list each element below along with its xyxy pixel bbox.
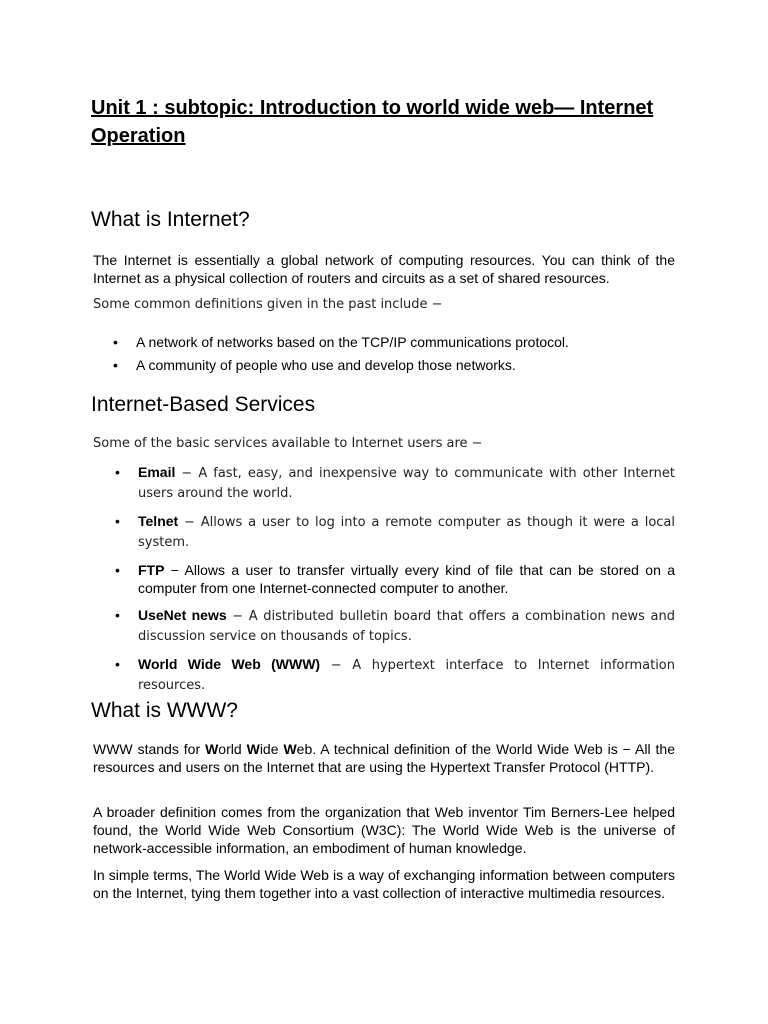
- service-item-email: [93, 463, 675, 503]
- service-desc: − A fast, easy, and inexpensive way to communicate with other Internet users around the world.: [138, 466, 675, 501]
- services-intro: Some of the basic services available to Internet users are −: [93, 436, 483, 451]
- service-term: Email: [138, 464, 176, 480]
- list-item: • A network of networks based on the TCP/IP communications protocol.: [93, 333, 675, 351]
- www-paragraph-2: A broader definition comes from the organization that Web inventor Tim Berners-Lee helped found, the World Wide Web Consortium (W3C): The World Wide Web is the universe of network-accessible information, an embodiment of human knowledge.: [93, 804, 675, 856]
- service-item-usenet: [93, 606, 675, 646]
- text-run: eb. A technical definition of the World Wide Web is − All the resources and users on the Internet that are using the Hypertext Transfer Protocol (HTTP).: [93, 741, 676, 775]
- service-term: FTP: [138, 562, 165, 578]
- www-paragraph-1: [93, 740, 675, 776]
- service-desc: − Allows a user to log into a remote computer as though it were a local system.: [138, 515, 675, 550]
- www-paragraph-3: In simple terms, The World Wide Web is a way of exchanging information between computers on the Internet, tying them together into a vast collection of interactive multimedia resources.: [93, 867, 675, 901]
- text-run-bold: W: [205, 741, 219, 757]
- services-list: [93, 463, 675, 704]
- service-term: Telnet: [138, 513, 179, 529]
- text-run: ide: [259, 741, 284, 757]
- service-desc: − A distributed bulletin board that offers a combination news and discussion service on thousands of topics.: [138, 609, 675, 644]
- document-title: Unit 1 : subtopic: Introduction to world wide web— Internet Operation: [91, 97, 654, 147]
- definitions-intro: Some common definitions given in the past include −: [93, 297, 443, 312]
- service-item-telnet: [93, 512, 675, 552]
- heading-what-is-www: What is WWW?: [91, 699, 238, 722]
- service-desc: − A hypertext interface to Internet information resources.: [138, 658, 676, 693]
- text-run-bold: W: [283, 741, 297, 757]
- definitions-list: [93, 333, 675, 379]
- service-term: UseNet news: [138, 607, 227, 623]
- service-term: World Wide Web (WWW): [138, 656, 321, 672]
- internet-paragraph: The Internet is essentially a global network of computing resources. You can think of the Internet as a physical collection of routers and circuits as a set of shared resources.: [93, 252, 675, 286]
- text-run-bold: W: [246, 741, 260, 757]
- heading-what-is-internet: What is Internet?: [91, 208, 250, 231]
- heading-internet-services: Internet-Based Services: [91, 393, 316, 416]
- service-item-ftp: [93, 561, 675, 597]
- service-item-www: [93, 655, 675, 695]
- text-run: WWW stands for: [93, 741, 206, 757]
- text-run: orld: [218, 741, 247, 757]
- list-item: • A community of people who use and develop those networks.: [93, 356, 675, 374]
- service-desc: − Allows a user to transfer virtually every kind of file that can be stored on a computer from one Internet-connected computer to another.: [138, 562, 675, 596]
